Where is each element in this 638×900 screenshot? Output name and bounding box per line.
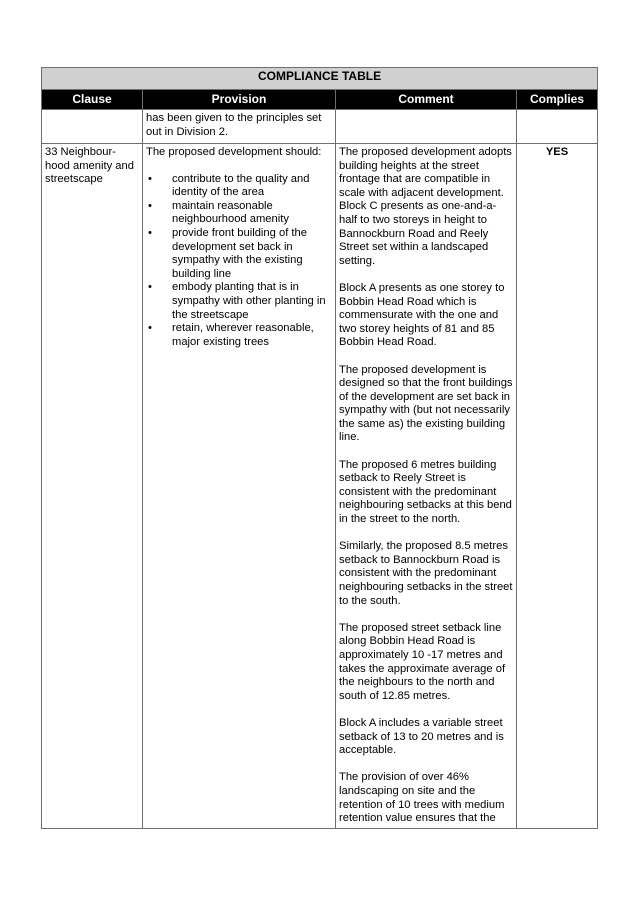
- complies-cell: YES: [517, 144, 598, 829]
- comment-paragraph: The provision of over 46% landscaping on site and the retention of 10 trees with medium retention value ensures that the: [339, 771, 505, 825]
- provision-bullet-text: embody planting that is in sympathy with other planting in the streetscape: [172, 281, 326, 321]
- comment-paragraph: Block A presents as one storey to Bobbin Head Road which is commensurate with the one and two storey heights of 81 and 85 Bobbin Head Road.: [339, 281, 505, 349]
- comment-paragraph: The proposed street setback line along Bobbin Head Road is approximately 10 -17 metres and takes the approximate average of the neighbours to the north and south of 12.85 metres.: [339, 621, 506, 702]
- provision-bullet-item: [146, 200, 332, 227]
- header-complies: Complies: [517, 90, 598, 110]
- provision-bullet-item: [146, 173, 332, 200]
- continuation-comment-cell: [336, 110, 517, 144]
- provision-bullet-text: maintain reasonable neighbourhood amenity: [172, 199, 289, 226]
- provision-intro: The proposed development should:: [146, 146, 322, 158]
- header-clause: Clause: [42, 90, 143, 110]
- header-row: [42, 90, 598, 110]
- provision-bullet-item: [146, 227, 332, 281]
- comment-paragraph: Similarly, the proposed 8.5 metres setback to Bannockburn Road is consistent with the predominant neighbouring setbacks in the street to the south.: [339, 540, 513, 607]
- table-row: [42, 144, 598, 829]
- continuation-provision-cell: has been given to the principles set out in Division 2.: [143, 110, 336, 144]
- comment-paragraph: The proposed development is designed so that the front buildings of the development are set back in sympathy with (but not necessarily the same as) the existing building line.: [339, 363, 513, 444]
- provision-bullet-item: [146, 322, 332, 349]
- bullet-icon: •: [148, 226, 152, 239]
- continuation-row: [42, 110, 598, 144]
- compliance-table: [41, 67, 598, 829]
- clause-cell: 33 Neighbour-hood amenity and streetscape: [42, 144, 143, 829]
- provision-bullet-text: retain, wherever reasonable, major existing trees: [172, 322, 314, 348]
- comment-paragraph: The proposed development adopts building heights at the street frontage that are compatible in scale with adjacent development. Block C presents as one-and-a-half to two storeys in height to Bannockburn Road and Reely Street set within a landscaped setting.: [339, 146, 512, 267]
- header-provision: Provision: [143, 90, 336, 110]
- bullet-icon: •: [148, 172, 152, 185]
- bullet-icon: •: [148, 199, 152, 212]
- provision-bullet-text: contribute to the quality and identity of the area: [172, 172, 310, 199]
- comment-paragraph: The proposed 6 metres building setback to Reely Street is consistent with the predominant neighbouring setbacks at this bend in the street to the north.: [339, 458, 512, 526]
- provision-bullet-item: [146, 281, 332, 322]
- comment-cell: [336, 144, 517, 829]
- header-comment: Comment: [336, 90, 517, 110]
- continuation-complies-cell: [517, 110, 598, 144]
- table-title: COMPLIANCE TABLE: [42, 68, 598, 90]
- provision-cell: [143, 144, 336, 829]
- comment-paragraph: Block A includes a variable street setback of 13 to 20 metres and is acceptable.: [339, 716, 504, 757]
- provision-bullet-text: provide front building of the development set back in sympathy with the existing building line: [172, 226, 307, 280]
- continuation-clause-cell: [42, 110, 143, 144]
- bullet-icon: •: [148, 281, 152, 294]
- provision-bullet-list: [146, 173, 332, 350]
- bullet-icon: •: [148, 322, 152, 335]
